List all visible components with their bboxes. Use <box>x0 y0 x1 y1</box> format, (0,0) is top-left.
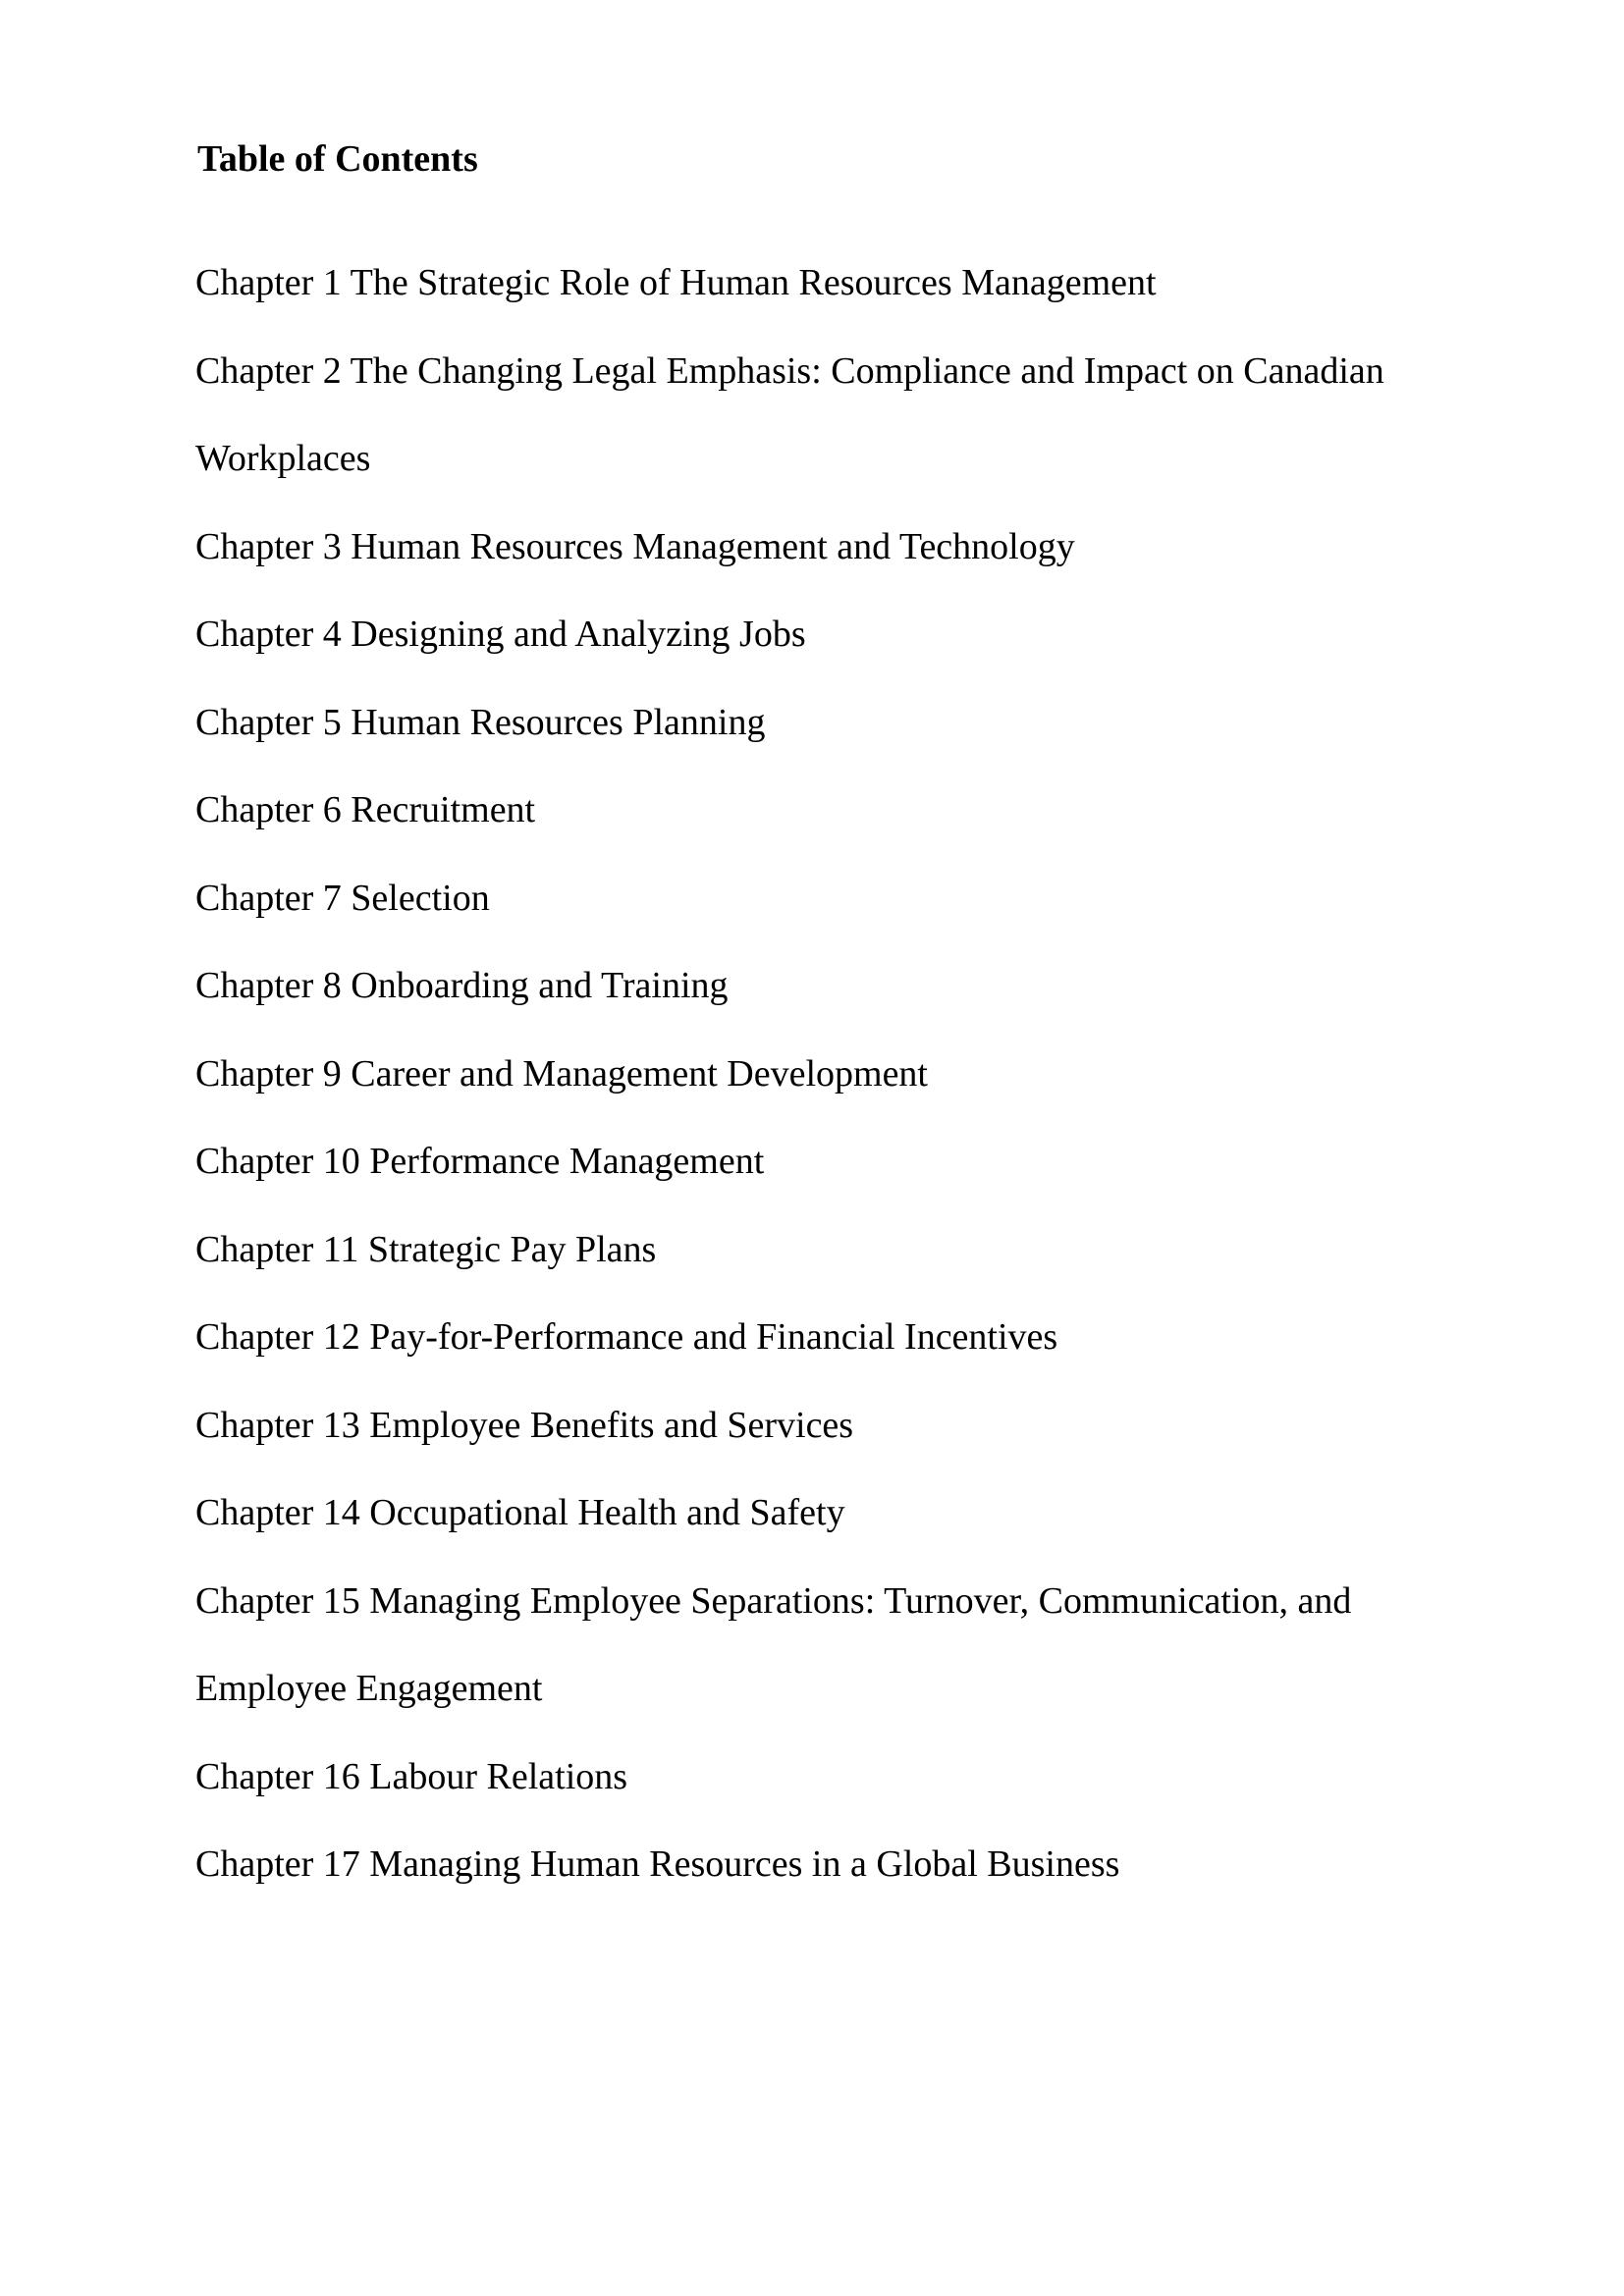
toc-line: Chapter 13 Employee Benefits and Services <box>195 1404 854 1446</box>
toc-entry-chapter-10 <box>195 1118 1433 1206</box>
toc-entry-chapter-1 <box>195 240 1433 328</box>
toc-line: Chapter 15 Managing Employee Separations: Turnover, Communication, and <box>195 1579 1352 1622</box>
toc-line: Chapter 10 Performance Management <box>195 1141 765 1182</box>
toc-line: Chapter 14 Occupational Health and Safety <box>195 1492 845 1533</box>
toc-entry-chapter-7 <box>195 855 1433 943</box>
toc-line: Chapter 5 Human Resources Planning <box>195 701 766 743</box>
toc-line: Chapter 9 Career and Management Development <box>195 1052 928 1095</box>
toc-line: Chapter 6 Recruitment <box>195 789 536 830</box>
toc-entry-chapter-3 <box>195 504 1433 592</box>
toc-entry-chapter-4 <box>195 591 1433 679</box>
toc-entry-chapter-5 <box>195 679 1433 768</box>
toc-entry-chapter-2 <box>195 328 1433 504</box>
page-title: Table of Contents <box>197 138 478 180</box>
toc-line: Chapter 3 Human Resources Management and Technology <box>195 525 1075 567</box>
toc-entry-chapter-8 <box>195 942 1433 1031</box>
toc-entry-chapter-15 <box>195 1558 1433 1734</box>
toc-line: Chapter 16 Labour Relations <box>195 1755 628 1797</box>
toc-line: Chapter 1 The Strategic Role of Human Resources Management <box>195 262 1157 303</box>
toc-entry-chapter-14 <box>195 1469 1433 1558</box>
toc-line: Chapter 2 The Changing Legal Emphasis: Compliance and Impact on Canadian <box>195 349 1384 392</box>
toc-entry-chapter-12 <box>195 1294 1433 1382</box>
toc-entry-chapter-13 <box>195 1382 1433 1470</box>
toc-entry-chapter-6 <box>195 767 1433 855</box>
toc-entry-chapter-17 <box>195 1821 1433 1909</box>
toc-line: Chapter 4 Designing and Analyzing Jobs <box>195 614 806 655</box>
toc-line-continuation: Employee Engagement <box>195 1668 543 1709</box>
toc-line: Chapter 17 Managing Human Resources in a Global Business <box>195 1843 1120 1885</box>
toc-line: Chapter 8 Onboarding and Training <box>195 965 729 1006</box>
toc-entry-chapter-9 <box>195 1031 1433 1119</box>
toc-line: Chapter 7 Selection <box>195 877 490 919</box>
toc-list <box>195 240 1433 1909</box>
toc-line-continuation: Workplaces <box>195 438 371 479</box>
toc-line: Chapter 12 Pay-for-Performance and Financial Incentives <box>195 1316 1058 1358</box>
toc-line: Chapter 11 Strategic Pay Plans <box>195 1228 657 1270</box>
toc-entry-chapter-11 <box>195 1206 1433 1295</box>
toc-entry-chapter-16 <box>195 1734 1433 1822</box>
